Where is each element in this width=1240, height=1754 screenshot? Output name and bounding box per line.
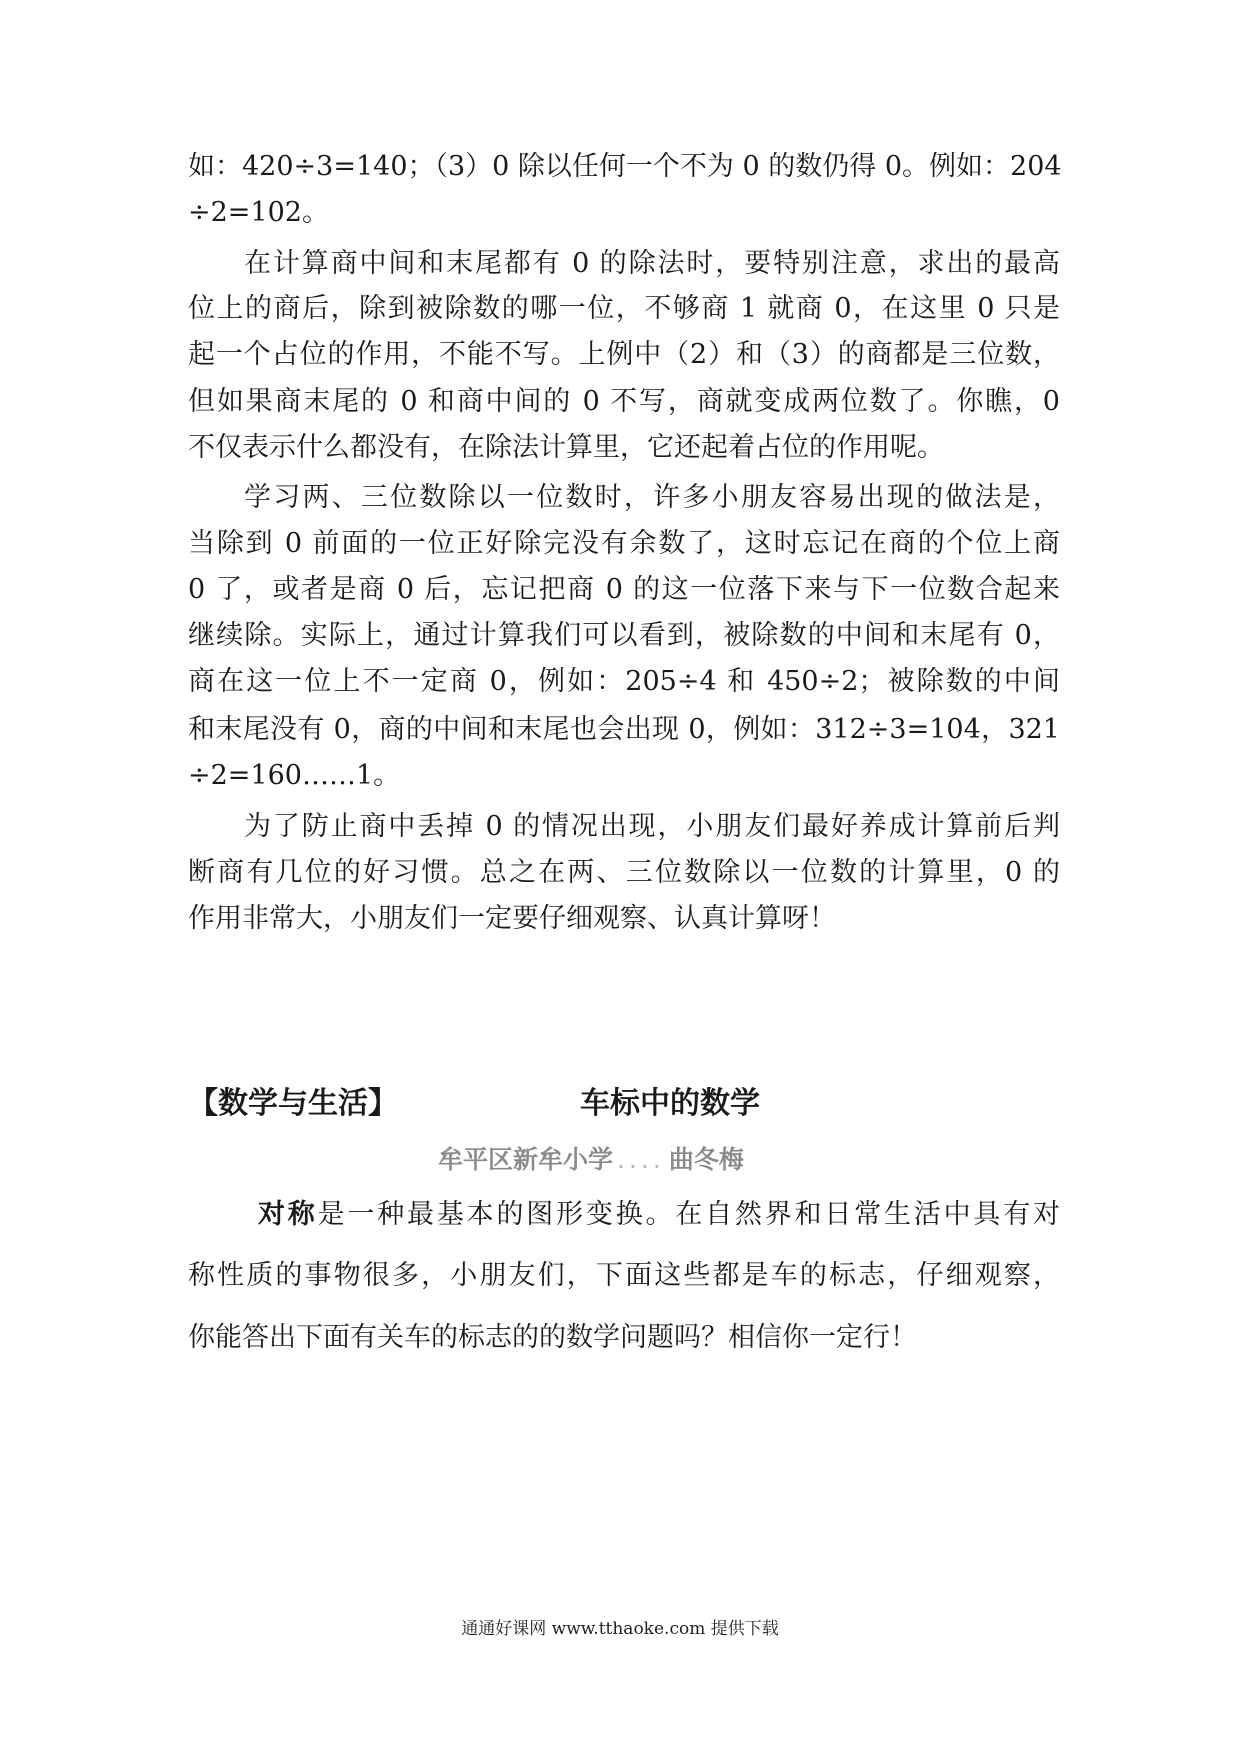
paragraph-line: ÷2=102。 <box>188 197 329 228</box>
intro-line: 称性质的事物很多，小朋友们，下面这些都是车的标志，仔细观察， <box>188 1260 1060 1291</box>
paragraph-line: 0 了，或者是商 0 后，忘记把商 0 的这一位落下来与下一位数合起来 <box>188 574 1060 605</box>
intro-line <box>258 1195 1060 1235</box>
paragraph-line: 断商有几位的好习惯。总之在两、三位数除以一位数的计算里，0 的 <box>188 857 1060 888</box>
paragraph-line: 学习两、三位数除以一位数时，许多小朋友容易出现的做法是， <box>244 482 1060 513</box>
paragraph-line: ÷2=160……1。 <box>188 760 401 791</box>
paragraph-line: 商在这一位上不一定商 0，例如：205÷4 和 450÷2；被除数的中间 <box>188 666 1060 697</box>
intro-line-rest: 是一种最基本的图形变换。在自然界和日常生活中具有对 <box>317 1199 1061 1230</box>
paragraph-line: 如：420÷3=140；（3）0 除以任何一个不为 0 的数仍得 0。例如：204 <box>188 151 1062 182</box>
paragraph-line: 当除到 0 前面的一位正好除完没有余数了，这时忘记在商的个位上商 <box>188 528 1060 559</box>
paragraph-line: 为了防止商中丢掉 0 的情况出现，小朋友们最好养成计算前后判 <box>244 811 1060 842</box>
intro-bold-word: 对称 <box>258 1199 318 1230</box>
paragraph-line: 和末尾没有 0，商的中间和末尾也会出现 0，例如：312÷3=104，321 <box>188 714 1060 745</box>
section-heading <box>188 1082 1060 1126</box>
section-tag: 【数学与生活】 <box>188 1086 398 1121</box>
page-footer: 通通好课网 www.tthaoke.com 提供下载 <box>461 1619 779 1639</box>
section-title: 车标中的数学 <box>580 1086 760 1121</box>
paragraph-line: 起一个占位的作用，不能不写。上例中（2）和（3）的商都是三位数， <box>188 339 1060 370</box>
paragraph-line: 不仅表示什么都没有，在除法计算里，它还起着占位的作用呢。 <box>188 432 944 463</box>
paragraph-line: 但如果商末尾的 0 和商中间的 0 不写，商就变成两位数了。你瞧，0 <box>188 386 1060 417</box>
paragraph-line: 继续除。实际上，通过计算我们可以看到，被除数的中间和末尾有 0， <box>188 620 1060 651</box>
author-name: 曲冬梅 <box>668 1145 744 1174</box>
school-name: 牟平区新牟小学 <box>438 1145 614 1174</box>
paragraph-line: 在计算商中间和末尾都有 0 的除法时，要特别注意，求出的最高 <box>244 248 1060 279</box>
paragraph-line: 作用非常大，小朋友们一定要仔细观察、认真计算呀！ <box>188 903 836 934</box>
intro-line: 你能答出下面有关车的标志的的数学问题吗？相信你一定行！ <box>188 1322 917 1353</box>
byline-dots: .... <box>617 1145 665 1174</box>
paragraph-line: 位上的商后，除到被除数的哪一位，不够商 1 就商 0，在这里 0 只是 <box>188 293 1060 324</box>
byline <box>438 1140 744 1180</box>
